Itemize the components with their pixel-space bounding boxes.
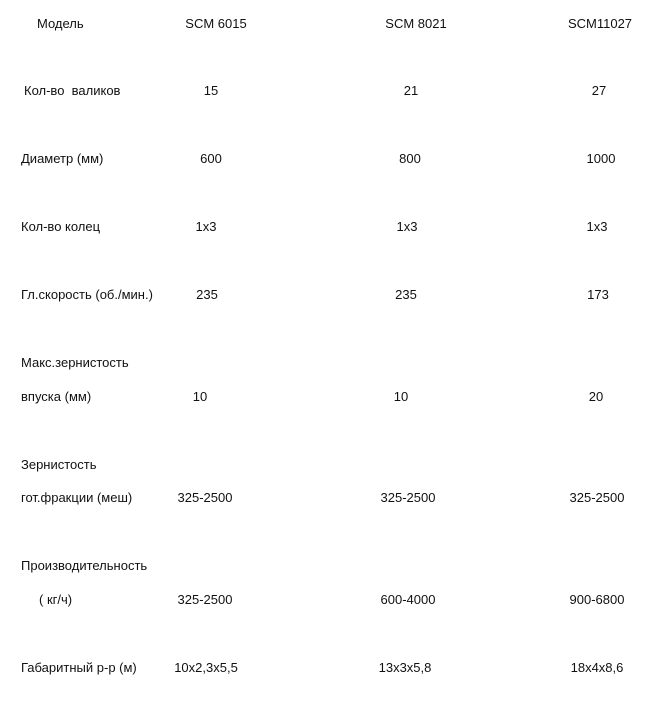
cell-rollers-2: 21 — [403, 83, 419, 98]
cell-fineness-3: 325-2500 — [569, 490, 625, 505]
cell-speed-2: 235 — [395, 287, 417, 302]
row-label-capacity-1: Производительность — [21, 558, 148, 573]
cell-speed-3: 173 — [587, 287, 609, 302]
cell-dimensions-3: 18x4x8,6 — [570, 660, 624, 675]
row-label-rings: Кол-во колец — [21, 219, 101, 234]
row-label-rollers: Кол-во валиков — [24, 83, 121, 98]
cell-rings-2: 1x3 — [396, 219, 418, 234]
cell-diameter-1: 600 — [200, 151, 222, 166]
row-label-fineness-2: гот.фракции (меш) — [21, 490, 133, 505]
cell-rollers-1: 15 — [203, 83, 219, 98]
cell-capacity-1: 325-2500 — [177, 592, 233, 607]
row-label-dimensions: Габаритный р-р (м) — [21, 660, 137, 675]
row-label-feed-size-2: впуска (мм) — [21, 389, 92, 404]
cell-capacity-2: 600-4000 — [380, 592, 436, 607]
cell-fineness-1: 325-2500 — [177, 490, 233, 505]
model-col-1: SCM 6015 — [185, 16, 247, 31]
model-col-2: SCM 8021 — [385, 16, 447, 31]
cell-feed-size-3: 20 — [588, 389, 604, 404]
row-label-feed-size-1: Макс.зернистость — [21, 355, 129, 370]
cell-rings-1: 1x3 — [195, 219, 217, 234]
model-col-3: SCM11027 — [567, 16, 633, 31]
row-label-capacity-2: ( кг/ч) — [39, 592, 73, 607]
cell-dimensions-1: 10x2,3x5,5 — [174, 660, 238, 675]
cell-rollers-3: 27 — [591, 83, 607, 98]
cell-diameter-2: 800 — [399, 151, 421, 166]
cell-feed-size-2: 10 — [393, 389, 409, 404]
cell-diameter-3: 1000 — [586, 151, 616, 166]
cell-fineness-2: 325-2500 — [380, 490, 436, 505]
cell-dimensions-2: 13x3x5,8 — [378, 660, 432, 675]
cell-feed-size-1: 10 — [192, 389, 208, 404]
row-label-diameter: Диаметр (мм) — [21, 151, 104, 166]
cell-capacity-3: 900-6800 — [569, 592, 625, 607]
row-label-fineness-1: Зернистость — [21, 457, 97, 472]
cell-rings-3: 1x3 — [586, 219, 608, 234]
cell-speed-1: 235 — [196, 287, 218, 302]
header-label: Модель — [37, 16, 84, 31]
row-label-speed: Гл.скорость (об./мин.) — [21, 287, 153, 302]
